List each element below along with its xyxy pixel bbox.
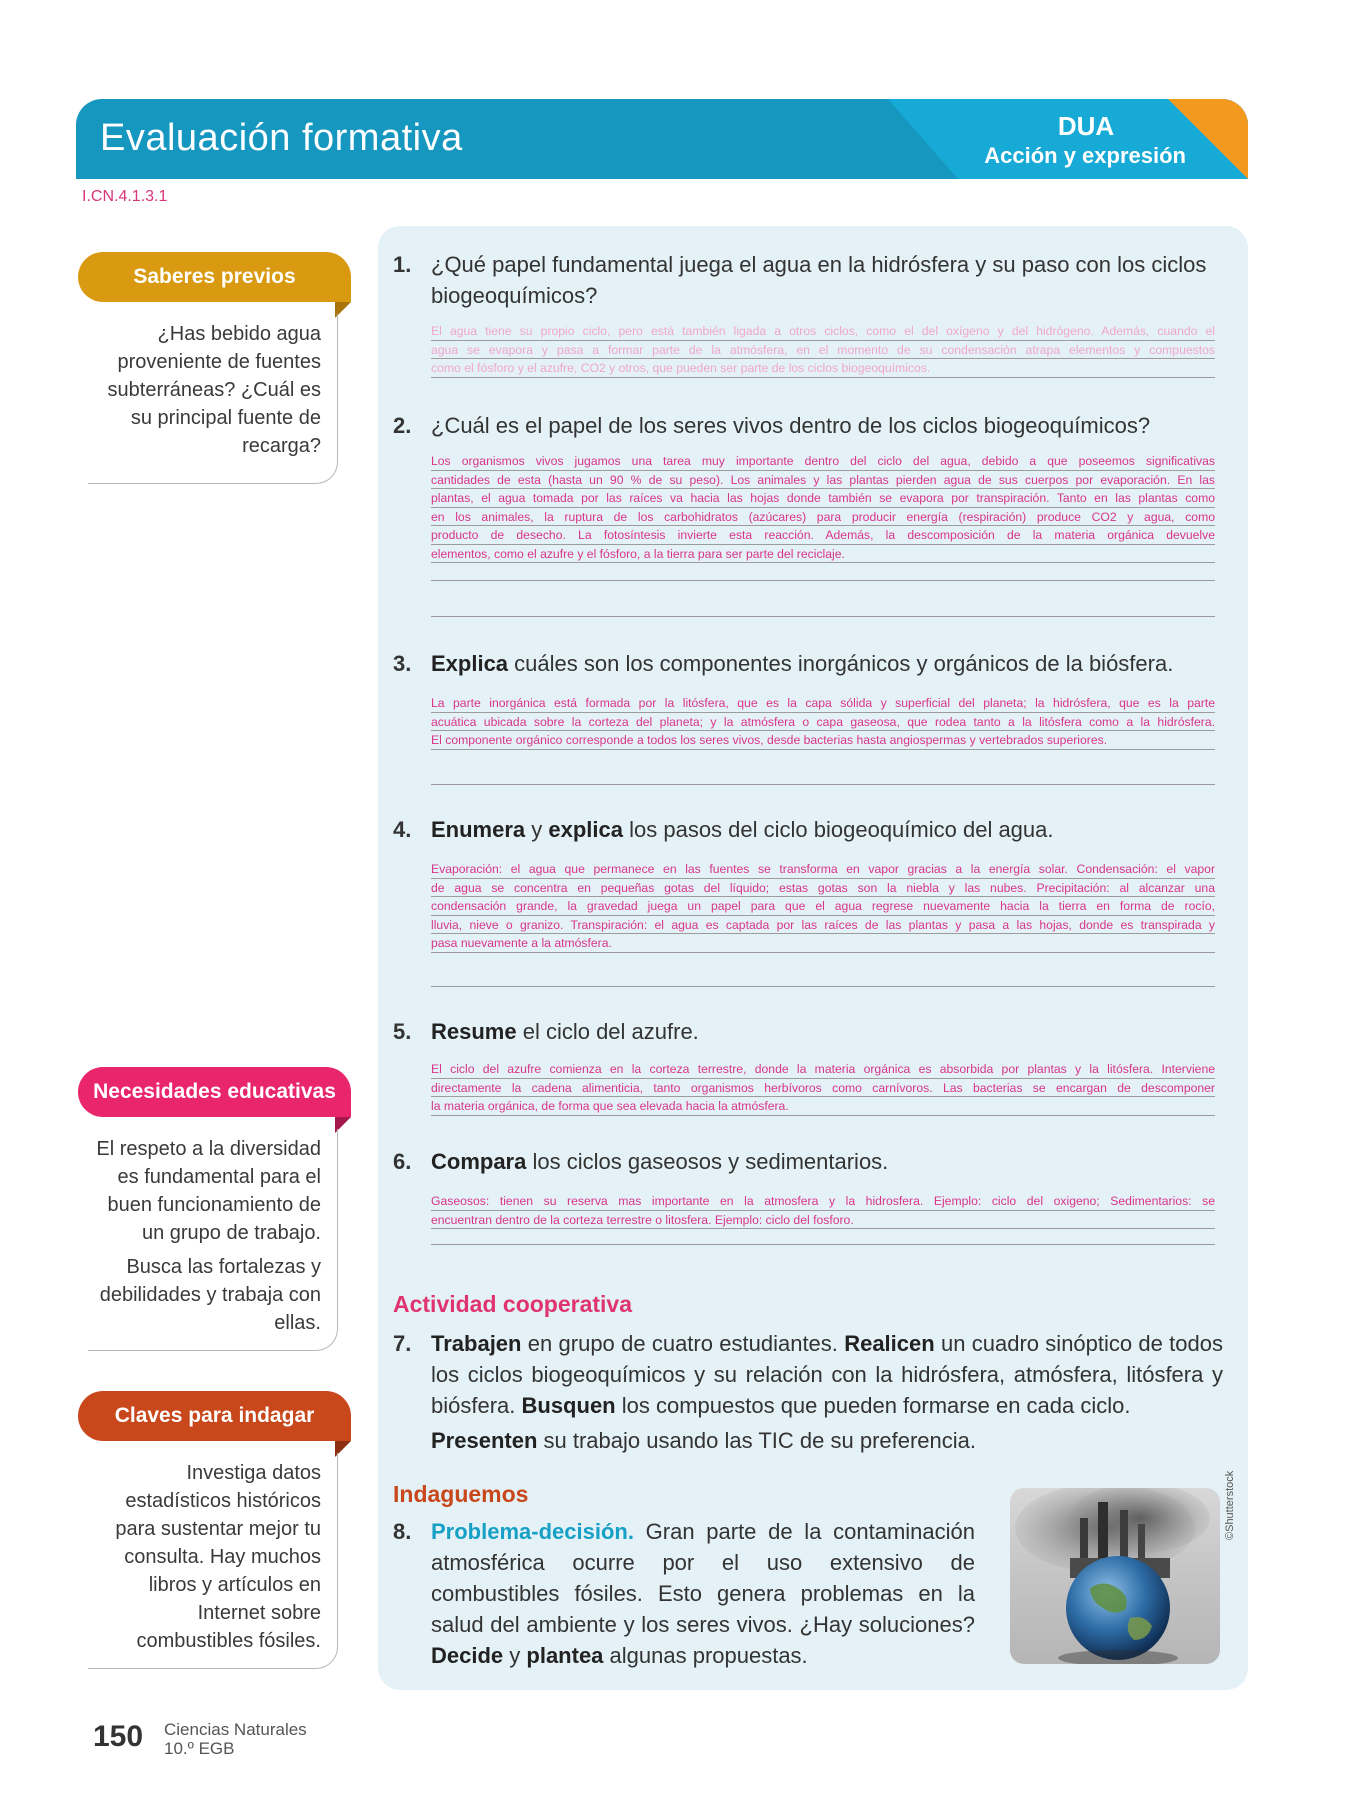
answer-line: encuentran dentro de la corteza terrestre o litosfera. Ejemplo: ciclo del fosforo. (431, 1211, 1215, 1230)
question-5 (393, 1016, 1223, 1047)
question-rest: en grupo de cuatro estudiantes. (521, 1331, 845, 1356)
blank-answer-line (431, 616, 1215, 617)
page-number: 150 (93, 1720, 144, 1753)
indaguemos-title: Indaguemos (393, 1481, 529, 1507)
question-rest: los pasos del ciclo biogeoquímico del agua. (623, 817, 1054, 842)
question-2 (393, 410, 1223, 441)
answer-line: El ciclo del azufre comienza en la corteza terrestre, donde la materia orgánica es absorbida por plantas y la litósfera. Interviene (431, 1060, 1215, 1079)
question-1 (393, 249, 1223, 311)
necesidades-educativas-tab: Necesidades educativas (78, 1067, 351, 1117)
necesidades-text-1: El respeto a la diversidad es fundamental para el buen funcionamiento de un grupo de trabajo. (96, 1138, 321, 1244)
answer-line: La parte inorgánica está formada por la litósfera, que es la capa sólida y superficial del planeta; la hidrósfera, que es la parte (431, 694, 1215, 713)
answer-line: de agua se concentra en pequeñas gotas del líquido; estas gotas son la niebla y las nubes. Precipitación: al alcanzar una (431, 879, 1215, 898)
answer-line: Evaporación: el agua que permanece en las fuentes se transforma en vapor gracias a la energía solar. Condensación: el vapor (431, 860, 1215, 879)
answer-line: condensación grande, la gravedad juega un papel para que el agua regrese nuevamente hacia la tierra en forma de rocío, (431, 897, 1215, 916)
answer-line: agua se evapora y pasa a formar parte de la atmósfera, en el momento de su condensación atrapa elementos y compuestos (431, 341, 1215, 360)
answer-line: cantidades de esta (hasta un 90 % de su peso). Los animales y las plantas pierden agua de sus cuerpos por evaporación. En las (431, 471, 1215, 490)
answer-line: Gaseosos: tienen su reserva mas importante en la atmosfera y la hidrosfera. Ejemplo: ciclo del oxigeno; Sedimentarios: se (431, 1192, 1215, 1211)
question-number: 4. (393, 817, 412, 842)
question-rest: el ciclo del azufre. (516, 1019, 699, 1044)
question-verb: Busquen (521, 1393, 616, 1418)
question-verb: Enumera (431, 817, 526, 842)
grade-level: 10.º EGB (164, 1739, 235, 1758)
question-rest: un cuadro sinóptico de todos los ciclos biogeoquímicos y su relación con la hidrósfera, atmósfera, litósfera y biósfera. (431, 1331, 1223, 1418)
question-number: 7. (393, 1331, 412, 1356)
question-6 (393, 1146, 1223, 1177)
earth-smoke-illustration (1010, 1488, 1220, 1664)
polluted-earth-photo (1010, 1488, 1220, 1664)
problem-decision-label: Problema-decisión. (431, 1519, 634, 1544)
question-number: 3. (393, 651, 412, 676)
saberes-previos-box (88, 314, 338, 484)
dua-title: DUA (1057, 111, 1115, 141)
question-3 (393, 648, 1223, 679)
question-verb: plantea (526, 1643, 604, 1668)
question-rest: cuáles son los componentes inorgánicos y orgánicos de la biósfera. (508, 651, 1174, 676)
answer-line: como el fósforo y el azufre, CO2 y otros, que pueden ser parte de los ciclos biogeoquímicos. (431, 359, 1215, 378)
answer-line: elementos, como el azufre y el fósforo, a la tierra para ser parte del reciclaje. (431, 545, 1215, 564)
necesidades-text-2: Busca las fortalezas y debilidades y trabaja con ellas. (99, 1256, 321, 1334)
answer-line: la materia orgánica, de forma que sea elevada hacia la atmósfera. (431, 1097, 1215, 1116)
question-text (393, 1146, 1223, 1177)
answer-line: pasa nuevamente a la atmósfera. (431, 934, 1215, 953)
question-8 (393, 1516, 975, 1671)
question-rest: algunas propuestas. (603, 1643, 808, 1668)
blank-answer-line (431, 580, 1215, 581)
actividad-cooperativa-title: Actividad cooperativa (393, 1291, 633, 1317)
question-text: ¿Cuál es el papel de los seres vivos dentro de los ciclos biogeoquímicos? (431, 413, 1151, 438)
answer-line: directamente la cadena alimenticia, tanto organismos herbívoros como carnívoros. Las bacterias se encargan de descomponer (431, 1079, 1215, 1098)
blank-answer-line (431, 784, 1215, 785)
answer-line: Los organismos vivos jugamos una tarea muy importante dentro del ciclo del agua, debido a que poseemos significativas (431, 452, 1215, 471)
answer-line: en los animales, la ruptura de los carbohidratos (azúcares) para producir energía (respiración) produce CO2 y agua, como (431, 508, 1215, 527)
footer-subject (164, 1720, 307, 1758)
photo-credit: ©Shutterstock (1224, 1470, 1236, 1540)
claves-text: Investiga datos estadísticos históricos para sustentar mejor tu consulta. Hay muchos libros y artículos en Internet sobre combustibles fósiles. (115, 1462, 321, 1652)
necesidades-educativas-box (88, 1129, 338, 1351)
question-rest: su trabajo usando las TIC de su preferencia. (537, 1428, 977, 1453)
question-text-2 (393, 1425, 1223, 1456)
answer-line: El agua tiene su propio ciclo, pero está también ligada a otros ciclos, como el del oxígeno y del hidrógeno. Además, cuando el (431, 322, 1215, 341)
question-number: 6. (393, 1149, 412, 1174)
question-number: 2. (393, 413, 412, 438)
question-number: 1. (393, 252, 412, 277)
answer-6 (431, 1192, 1215, 1229)
question-connector: y (503, 1643, 527, 1668)
claves-para-indagar-tab: Claves para indagar (78, 1391, 351, 1441)
question-text: ¿Qué papel fundamental juega el agua en la hidrósfera y su paso con los ciclos biogeoquímicos? (431, 252, 1207, 308)
blank-answer-line (431, 1244, 1215, 1245)
answer-line: plantas, el agua tomada por las raíces va hacia las hojas donde también se evapora por transpiración. Tanto en las plantas como (431, 489, 1215, 508)
answer-line: acuática ubicada sobre la corteza del planeta; y la atmósfera o capa gaseosa, que rodea tanto a la litósfera como a la hidrósfera. (431, 713, 1215, 732)
saberes-previos-tab: Saberes previos (78, 252, 351, 302)
question-verb: Resume (431, 1019, 517, 1044)
questions-panel (378, 226, 1248, 1690)
question-text (393, 648, 1223, 679)
question-text (393, 814, 1223, 845)
answer-2 (431, 452, 1215, 563)
section-header (76, 99, 1248, 179)
question-verb: Decide (431, 1643, 504, 1668)
question-verb: Compara (431, 1149, 527, 1174)
answer-4 (431, 860, 1215, 953)
saberes-previos-text: ¿Has bebido agua proveniente de fuentes subterráneas? ¿Cuál es su principal fuente de recarga? (107, 323, 321, 457)
question-text (393, 1016, 1223, 1047)
answer-line: producto de desecho. La fotosíntesis invierte esta reacción. Además, la descomposición de la materia orgánica devuelve (431, 526, 1215, 545)
page-title: Evaluación formativa (100, 117, 463, 159)
question-verb: Trabajen (431, 1331, 522, 1356)
indicator-code: I.CN.4.1.3.1 (82, 188, 168, 205)
question-verb: Explica (431, 651, 509, 676)
question-4 (393, 814, 1223, 845)
question-verb: explica (548, 817, 623, 842)
question-rest: Gran parte de la contaminación atmosférica ocurre por el uso extensivo de combustibles fósiles. Esto genera problemas en la salud del ambiente y los seres vivos. ¿Hay soluciones? (431, 1519, 975, 1637)
blank-answer-line (431, 986, 1215, 987)
question-number: 8. (393, 1519, 412, 1544)
question-text (393, 1328, 1223, 1421)
dua-subtitle: Acción y expresión (984, 143, 1186, 168)
question-verb: Presenten (431, 1428, 538, 1453)
question-number: 5. (393, 1019, 412, 1044)
question-text (393, 1516, 975, 1671)
question-7 (393, 1328, 1223, 1456)
answer-1 (431, 322, 1215, 378)
question-rest: los ciclos gaseosos y sedimentarios. (526, 1149, 889, 1174)
question-connector: y (525, 817, 549, 842)
question-rest: los compuestos que pueden formarse en cada ciclo. (615, 1393, 1131, 1418)
claves-para-indagar-box (88, 1453, 338, 1669)
subject-name: Ciencias Naturales (164, 1720, 307, 1739)
answer-line: El componente orgánico corresponde a todos los seres vivos, desde bacterias hasta angiospermas y vertebrados superiores. (431, 731, 1215, 750)
answer-line: lluvia, nieve o granizo. Transpiración: el agua es captada por las raíces de las plantas y pasa a las hojas, donde es transpirada y (431, 916, 1215, 935)
answer-3 (431, 694, 1215, 750)
answer-5 (431, 1060, 1215, 1116)
question-verb: Realicen (844, 1331, 935, 1356)
